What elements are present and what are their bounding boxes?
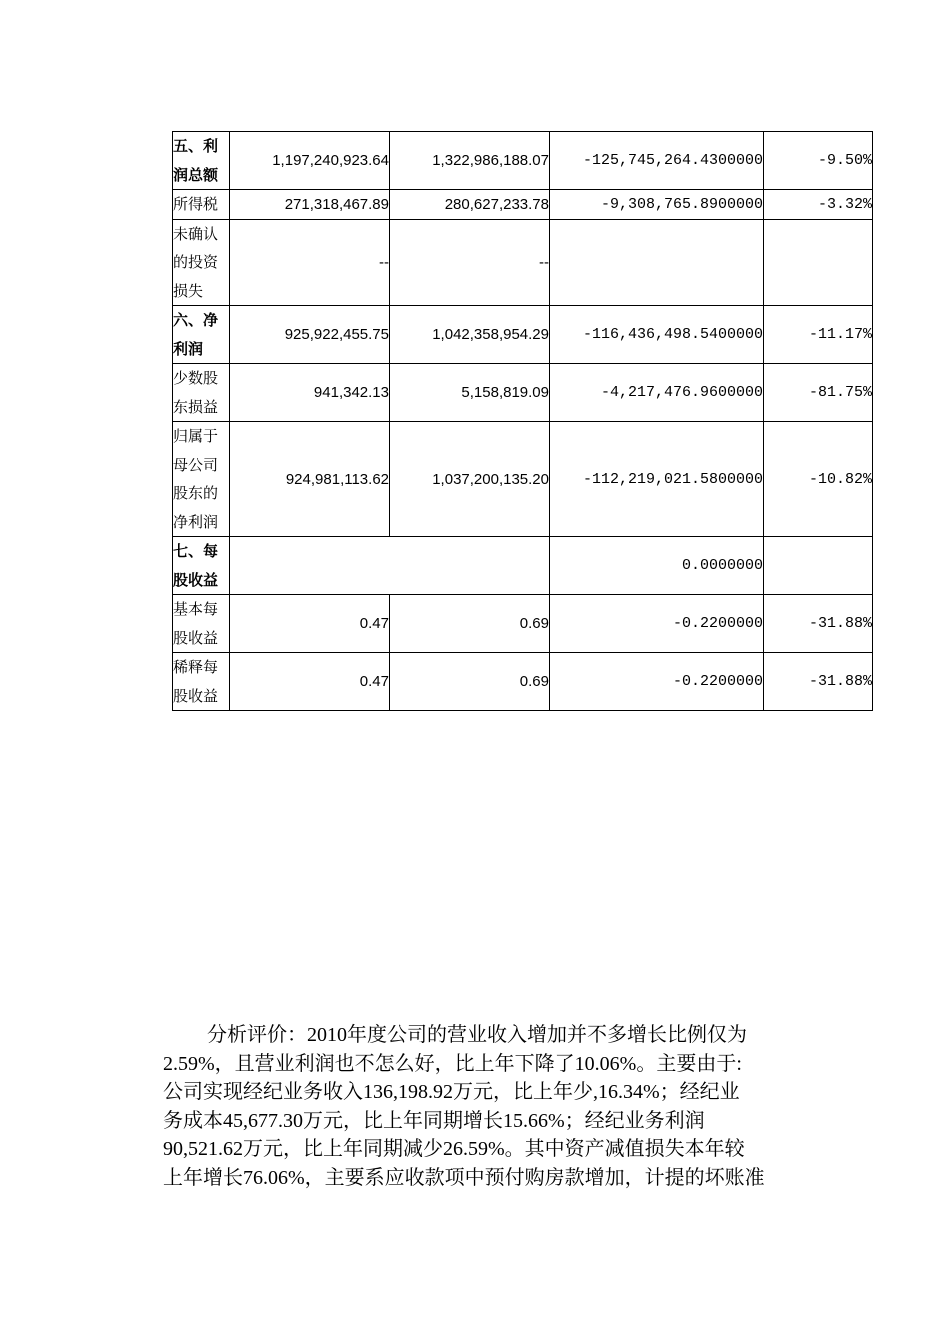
row-label: 归属于母公司股东的净利润 <box>173 422 230 537</box>
change-percent: -9.50% <box>764 132 873 190</box>
row-label: 稀释每股收益 <box>173 653 230 711</box>
previous-year-value: 0.69 <box>390 653 550 711</box>
analysis-line: 分析评价：2010年度公司的营业收入增加并不多增长比例仅为 <box>207 1024 747 1046</box>
analysis-line: 90,521.62万元，比上年同期减少26.59%。其中资产减值损失本年较 <box>163 1138 745 1161</box>
table-row <box>173 132 873 190</box>
previous-year-value: 0.69 <box>390 595 550 653</box>
row-label: 所得税 <box>173 190 230 220</box>
current-year-value: 941,342.13 <box>230 364 390 422</box>
change-percent <box>764 219 873 306</box>
current-year-value: 271,318,467.89 <box>230 190 390 220</box>
table-row <box>173 190 873 220</box>
table-row <box>173 422 873 537</box>
current-year-value: -- <box>230 219 390 306</box>
income-statement-table <box>172 131 873 711</box>
row-label: 未确认的投资损失 <box>173 219 230 306</box>
current-year-value: 924,981,113.62 <box>230 422 390 537</box>
previous-year-value: 5,158,819.09 <box>390 364 550 422</box>
row-label: 基本每股收益 <box>173 595 230 653</box>
previous-year-value: 1,037,200,135.20 <box>390 422 550 537</box>
table-body <box>173 132 873 711</box>
current-year-value: 0.47 <box>230 653 390 711</box>
table-row <box>173 537 873 595</box>
change-percent: -10.82% <box>764 422 873 537</box>
table-row <box>173 306 873 364</box>
change-percent <box>764 537 873 595</box>
change-amount <box>550 219 764 306</box>
change-amount: -0.2200000 <box>550 595 764 653</box>
change-amount: -116,436,498.5400000 <box>550 306 764 364</box>
table-row <box>173 219 873 306</box>
table-row <box>173 653 873 711</box>
change-percent: -31.88% <box>764 595 873 653</box>
change-amount: -0.2200000 <box>550 653 764 711</box>
row-label: 七、每股收益 <box>173 537 230 595</box>
change-percent: -3.32% <box>764 190 873 220</box>
table-row <box>173 364 873 422</box>
change-amount: -4,217,476.9600000 <box>550 364 764 422</box>
analysis-line: 公司实现经纪业务收入136,198.92万元，比上年少,16.34%；经纪业 <box>163 1081 740 1104</box>
current-year-value: 925,922,455.75 <box>230 306 390 364</box>
previous-year-value: 1,322,986,188.07 <box>390 132 550 190</box>
merged-empty-cell <box>230 537 550 595</box>
current-year-value: 0.47 <box>230 595 390 653</box>
analysis-line: 务成本45,677.30万元，比上年同期增长15.66%；经纪业务利润 <box>163 1109 705 1132</box>
table-row <box>173 595 873 653</box>
analysis-paragraph <box>163 1021 828 1193</box>
previous-year-value: 1,042,358,954.29 <box>390 306 550 364</box>
change-percent: -11.17% <box>764 306 873 364</box>
current-year-value: 1,197,240,923.64 <box>230 132 390 190</box>
analysis-line: 上年增长76.06%，主要系应收款项中预付购房款增加，计提的坏账准 <box>163 1166 765 1189</box>
analysis-line: 2.59%，且营业利润也不怎么好，比上年下降了10.06%。主要由于: <box>163 1052 742 1075</box>
previous-year-value: -- <box>390 219 550 306</box>
row-label: 六、净利润 <box>173 306 230 364</box>
change-amount: -112,219,021.5800000 <box>550 422 764 537</box>
previous-year-value: 280,627,233.78 <box>390 190 550 220</box>
change-percent: -31.88% <box>764 653 873 711</box>
change-percent: -81.75% <box>764 364 873 422</box>
change-amount: 0.0000000 <box>550 537 764 595</box>
change-amount: -125,745,264.4300000 <box>550 132 764 190</box>
row-label: 五、利润总额 <box>173 132 230 190</box>
change-amount: -9,308,765.8900000 <box>550 190 764 220</box>
row-label: 少数股东损益 <box>173 364 230 422</box>
